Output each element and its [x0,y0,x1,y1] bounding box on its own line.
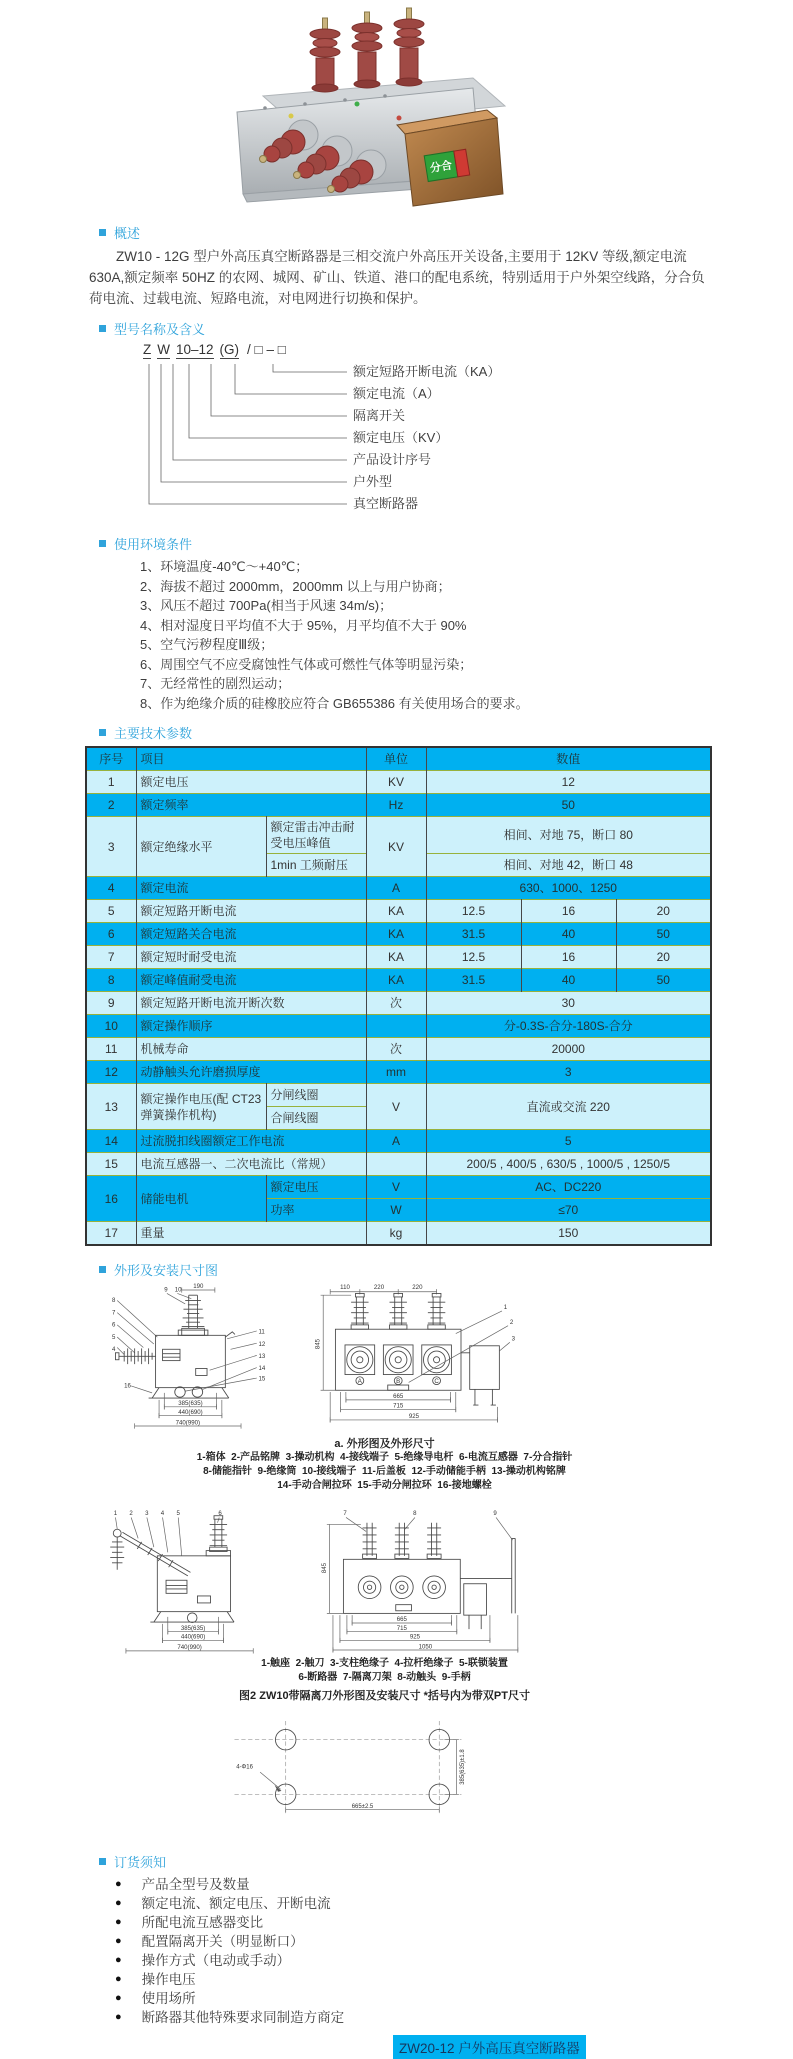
svg-text:4: 4 [111,1346,116,1354]
svg-text:6: 6 [218,1509,222,1517]
ordering-item [115,1989,710,2008]
environment-item: 8、作为绝缘介质的硅橡胶应符合 GB655386 有关使用场合的要求。 [140,695,529,711]
svg-text:11: 11 [258,1328,265,1336]
figure1-legend-line: 1-箱体 2-产品铭牌 3-操动机构 4-接线端子 5-绝缘导电杆 6-电流互感器 7-分合指针 [196,1452,573,1463]
environment-item: 5、空气污秽程度Ⅲ级； [140,637,274,652]
table-row [86,1222,711,1246]
svg-text:16: 16 [124,1382,131,1390]
svg-text:10: 10 [174,1286,182,1294]
cell-no: 1 [86,771,136,794]
model-code [143,342,286,357]
section-marker-icon [99,229,106,236]
svg-text:845: 845 [314,1338,322,1350]
model-token: 10–12 [176,342,214,357]
cell-value: 50 [616,969,711,992]
model-token: (G) [219,342,240,357]
cell-no: 12 [86,1061,136,1084]
cell-unit: Hz [366,794,426,817]
ordering-item [115,1913,710,1932]
cell-item: 额定短时耐受电流 [136,946,366,969]
svg-text:A: A [357,1377,362,1385]
svg-text:8: 8 [111,1297,116,1305]
table-row [86,1176,711,1199]
cell-value: ≤70 [426,1199,711,1222]
table-row [86,1061,711,1084]
ordering-item-text: 使用场所 [141,1991,196,2006]
ordering-item [115,1875,710,1894]
bullet-icon: ● [115,1897,122,1909]
figure1-legend-line: 8-储能指针 9-绝缘筒 10-接线端子 11-后盖板 12-手动储能手柄 13-操动机构铭牌 [203,1466,566,1477]
bullet-icon: ● [115,1992,122,2004]
svg-text:190: 190 [193,1283,204,1291]
fig1-front-view-drawing [311,1283,516,1433]
section-overview-heading [99,223,710,242]
control-box [397,110,503,206]
figure2-legend-line: 1-触座 2-触刀 3-支柱绝缘子 4-拉杆绝缘子 5-联锁装置 [261,1658,508,1669]
overview-paragraph: ZW10 - 12G 型户外高压真空断路器是三相交流户外高压开关设备,主要用于 12KV 等级,额定电流 630A,额定频率 50HZ 的农网、城网、矿山、铁道、港口的配电系统，特别适用于户外架空线路，分合负荷电流、过载电流、短路电流，对电网进行切换和保护。 [89,249,705,306]
svg-text:3: 3 [145,1509,149,1517]
cell-item: 额定短路开断电流 [136,900,366,923]
cell-item: 机械寿命 [136,1038,366,1061]
cell-no: 17 [86,1222,136,1246]
environment-item: 2、海拔不超过 2000mm，2000mm 以上与用户协商； [140,578,451,594]
cell-value: 50 [426,794,711,817]
fig2-front-view-drawing [319,1507,524,1657]
cell-unit: A [366,877,426,900]
cell-unit: 次 [366,1038,426,1061]
table-row [86,794,711,817]
environment-item: 3、风压不超过 700Pa(相当于风速 34m/s)； [140,598,393,613]
svg-text:B: B [395,1377,400,1385]
cell-no: 4 [86,877,136,900]
cell-value: 相间、对地 42，断口 48 [426,854,711,877]
cell-item: 额定短路关合电流 [136,923,366,946]
model-token: W [157,342,170,357]
cell-no: 9 [86,992,136,1015]
section-parameters-heading [99,723,710,742]
cell-item: 额定操作电压(配 CT23 弹簧操作机构) [136,1084,266,1130]
bullet-icon: ● [115,1878,122,1890]
cell-unit: 次 [366,992,426,1015]
fig1-side-view-drawing [105,1283,271,1433]
cell-subitem: 额定雷击冲击耐受电压峰值 [266,817,366,854]
svg-text:2: 2 [129,1509,133,1517]
header-no: 序号 [86,747,136,771]
svg-text:740(990): 740(990) [175,1419,201,1427]
section-title: 使用环境条件 [114,537,193,552]
svg-text:3: 3 [511,1335,515,1343]
ordering-item-text: 所配电流互感器变比 [141,1915,264,1930]
cell-no: 5 [86,900,136,923]
svg-text:220: 220 [373,1284,384,1292]
environment-item: 1、环境温度-40℃～+40℃； [140,559,309,574]
svg-text:9: 9 [164,1286,168,1294]
cell-item: 额定电流 [136,877,366,900]
svg-text:1: 1 [503,1304,507,1312]
cell-no: 7 [86,946,136,969]
svg-text:110: 110 [339,1284,350,1292]
cell-unit: V [366,1084,426,1130]
cell-value: 20000 [426,1038,711,1061]
svg-text:440(690): 440(690) [180,1633,206,1641]
cell-unit: kg [366,1222,426,1246]
svg-text:12: 12 [258,1340,266,1348]
model-code-suffix: / □ – □ [247,342,286,357]
table-row [86,877,711,900]
svg-text:385(635)±1.8: 385(635)±1.8 [460,1749,467,1785]
model-label: 额定电压（KV） [353,430,449,445]
model-token: Z [143,342,152,357]
cell-unit: V [366,1176,426,1199]
cell-item: 额定短路开断电流开断次数 [136,992,366,1015]
section-environment-heading [99,534,710,553]
section-marker-icon [99,540,106,547]
section-title: 型号名称及含义 [114,322,206,337]
model-label: 户外型 [353,474,393,489]
cell-value: 200/5 , 400/5 , 630/5 , 1000/5 , 1250/5 [426,1153,711,1176]
cell-subitem: 合闸线圈 [266,1107,366,1130]
cell-value: 16 [521,900,616,923]
cell-subitem: 额定电压 [266,1176,366,1199]
svg-text:8: 8 [413,1509,417,1517]
section-model-heading [99,319,710,338]
svg-text:385(635): 385(635) [178,1400,203,1408]
cell-unit: W [366,1199,426,1222]
ordering-item [115,1951,710,1970]
figure3-block [185,1709,710,1842]
figure1-block [97,1283,672,1493]
svg-text:715: 715 [392,1402,403,1410]
svg-text:665: 665 [392,1393,403,1401]
cell-unit: mm [366,1061,426,1084]
cell-unit: A [366,1130,426,1153]
table-row [86,1015,711,1038]
cell-unit: KA [366,900,426,923]
cell-value: 30 [426,992,711,1015]
cell-no: 14 [86,1130,136,1153]
table-row [86,1153,711,1176]
ordering-item-text: 断路器其他特殊要求同制造方商定 [141,2010,345,2025]
model-label: 隔离开关 [353,408,406,423]
environment-item: 4、相对湿度日平均值不大于 95%，月平均值不大于 90% [140,617,467,633]
table-row [86,946,711,969]
header-value: 数值 [426,747,711,771]
table-header-row [86,747,711,771]
cell-value: 相间、对地 75，断口 80 [426,817,711,854]
svg-text:715: 715 [397,1624,408,1632]
model-connector-lines [85,364,350,514]
svg-text:925: 925 [408,1413,419,1421]
cell-item: 重量 [136,1222,366,1246]
section-marker-icon [99,325,106,332]
cell-no: 16 [86,1176,136,1222]
product-photo [175,8,793,213]
model-label: 额定短路开断电流（KA） [353,364,501,379]
svg-text:5: 5 [176,1509,180,1517]
cell-item: 额定绝缘水平 [136,817,266,877]
cell-unit: KA [366,946,426,969]
cell-unit [366,1153,426,1176]
model-label: 额定电流（A） [353,386,440,401]
svg-text:4: 4 [160,1509,165,1517]
cell-value: 20 [616,900,711,923]
cell-no: 10 [86,1015,136,1038]
cell-value: 150 [426,1222,711,1246]
table-row [86,1038,711,1061]
table-row [86,1084,711,1107]
table-row [86,992,711,1015]
model-meaning-diagram [85,342,710,524]
fig3-mounting-holes-drawing [185,1709,475,1837]
svg-text:1: 1 [113,1509,118,1517]
svg-text:7: 7 [343,1509,348,1517]
cell-value: 16 [521,946,616,969]
document-page [0,8,793,2056]
section-title: 订货须知 [114,1855,167,1870]
cell-subitem: 功率 [266,1199,366,1222]
cell-item: 额定峰值耐受电流 [136,969,366,992]
ordering-item-text: 额定电流、额定电压、开断电流 [141,1896,331,1911]
cell-item: 额定频率 [136,794,366,817]
cell-item: 电流互感器一、二次电流比（常规） [136,1153,366,1176]
figure1-caption: a. 外形图及外形尺寸 [334,1438,435,1450]
cell-no: 3 [86,817,136,877]
cell-item: 过流脱扣线圈额定工作电流 [136,1130,366,1153]
cell-item: 额定操作顺序 [136,1015,366,1038]
cell-value: 12.5 [426,900,521,923]
cell-value: 31.5 [426,923,521,946]
bullet-icon: ● [115,2011,122,2023]
svg-text:665: 665 [397,1616,408,1624]
cell-no: 11 [86,1038,136,1061]
svg-text:14: 14 [258,1365,266,1373]
cell-value: 50 [616,923,711,946]
cell-value: 12 [426,771,711,794]
figure2-legend-line: 6-断路器 7-隔离刀架 8-动触头 9-手柄 [298,1672,471,1683]
figure2-caption: 图2 ZW10带隔离刀外形图及安装尺寸 *括号内为带双PT尺寸 [239,1690,530,1702]
cell-unit: KV [366,771,426,794]
svg-text:440(690): 440(690) [178,1408,203,1416]
svg-text:C: C [434,1377,439,1385]
cell-value: 12.5 [426,946,521,969]
bullet-icon: ● [115,1935,122,1947]
table-row [86,969,711,992]
table-row [86,923,711,946]
section-marker-icon [99,1266,106,1273]
section-title: 概述 [114,226,141,241]
cell-value: 5 [426,1130,711,1153]
cell-value: 分-0.3S-合分-180S-合分 [426,1015,711,1038]
svg-text:5: 5 [111,1333,116,1341]
ordering-list [115,1875,710,2027]
ordering-item [115,1932,710,1951]
svg-text:925: 925 [410,1633,421,1641]
fig2-side-view-drawing [105,1507,279,1657]
bullet-icon: ● [115,1973,122,1985]
section-ordering-heading [99,1852,710,1871]
cell-no: 13 [86,1084,136,1130]
environment-list [140,557,710,713]
cell-subitem: 分闸线圈 [266,1084,366,1107]
svg-text:2: 2 [509,1318,513,1326]
svg-text:7: 7 [111,1309,116,1317]
header-unit: 单位 [366,747,426,771]
cell-no: 6 [86,923,136,946]
cell-item: 额定电压 [136,771,366,794]
cell-no: 15 [86,1153,136,1176]
model-label: 真空断路器 [353,496,419,511]
section-marker-icon [99,1858,106,1865]
top-insulators [310,8,424,92]
cell-value: 3 [426,1061,711,1084]
cell-value: 40 [521,969,616,992]
ordering-item [115,1894,710,1913]
table-row [86,817,711,854]
ordering-item-text: 操作方式（电动或手动） [141,1953,291,1968]
cell-unit: KV [366,817,426,877]
cell-value: 630、1000、1250 [426,877,711,900]
cell-unit [366,1015,426,1038]
section-marker-icon [99,729,106,736]
hole-label: 4-Φ16 [236,1764,253,1771]
table-row [86,771,711,794]
section-title: 外形及安装尺寸图 [114,1263,219,1278]
section-title: 主要技术参数 [114,726,193,741]
svg-text:6: 6 [111,1321,116,1329]
ordering-item [115,2008,710,2027]
sticker-text: 分合 [429,159,453,175]
svg-text:1050: 1050 [419,1643,433,1651]
ordering-item-text: 操作电压 [141,1972,196,1987]
svg-text:740(990): 740(990) [177,1644,202,1652]
cell-no: 8 [86,969,136,992]
cell-value: 31.5 [426,969,521,992]
parameters-table [85,746,712,1246]
page-footer-badge: ZW20-12 户外高压真空断路器 [393,2035,586,2059]
bullet-icon: ● [115,1954,122,1966]
bullet-icon: ● [115,1916,122,1928]
svg-text:220: 220 [411,1284,423,1292]
section-dimensions-heading [99,1260,710,1279]
svg-text:13: 13 [258,1353,266,1360]
cell-subitem: 1min 工频耐压 [266,854,366,877]
header-item: 项目 [136,747,366,771]
cell-unit: KA [366,923,426,946]
figure1-legend-line: 14-手动合闸拉环 15-手动分闸拉环 16-接地螺栓 [277,1480,492,1491]
environment-item: 7、无经常性的剧烈运动； [140,676,291,691]
svg-text:9: 9 [493,1509,498,1517]
cell-value: AC、DC220 [426,1176,711,1199]
table-row [86,900,711,923]
svg-text:15: 15 [258,1375,266,1383]
environment-item: 6、周围空气不应受腐蚀性气体或可燃性气体等明显污染； [140,656,473,672]
cell-value: 直流或交流 220 [426,1084,711,1130]
product-photo-illustration [175,8,510,208]
svg-text:845: 845 [321,1562,329,1574]
ordering-item-text: 产品全型号及数量 [141,1877,250,1892]
cell-value: 40 [521,923,616,946]
svg-text:665±2.5: 665±2.5 [351,1803,374,1810]
figure2-block [97,1507,672,1703]
ordering-item [115,1970,710,1989]
cell-item: 储能电机 [136,1176,266,1222]
cell-unit: KA [366,969,426,992]
cell-no: 2 [86,794,136,817]
cell-value: 20 [616,946,711,969]
table-row [86,1130,711,1153]
cell-item: 动静触头允许磨损厚度 [136,1061,366,1084]
ordering-item-text: 配置隔离开关（明显断口） [141,1934,304,1949]
svg-text:385(635): 385(635) [180,1624,206,1632]
model-label: 产品设计序号 [353,452,432,467]
